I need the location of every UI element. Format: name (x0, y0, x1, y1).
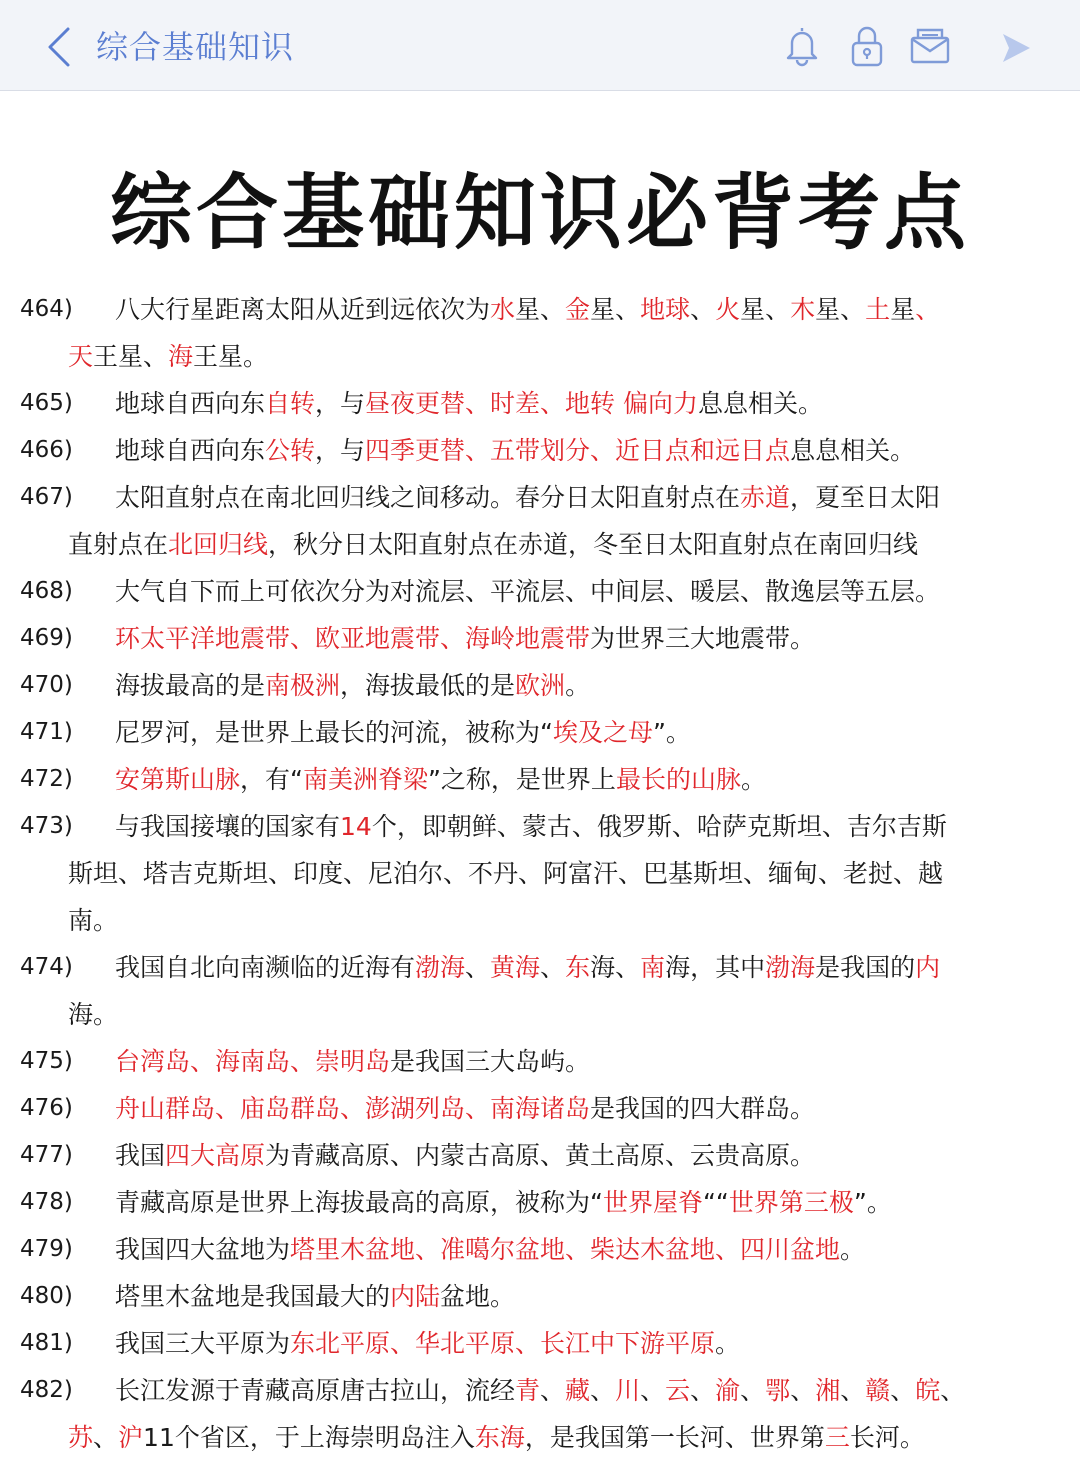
item-text-line (68, 1414, 925, 1461)
item-number: 467) (20, 484, 73, 510)
list-item (0, 662, 1080, 709)
item-number: 481) (20, 1330, 73, 1356)
highlighted-text: 最长的山脉 (615, 765, 741, 794)
item-text: 海、 (590, 953, 641, 982)
back-icon[interactable] (44, 26, 76, 68)
item-text: 星、 (815, 295, 866, 324)
item-text: 息息相关。 (790, 436, 916, 465)
highlighted-text: 湘 (815, 1376, 841, 1405)
highlighted-text: 藏 (565, 1376, 591, 1405)
item-text-line (115, 1273, 515, 1320)
highlighted-text: 青 (515, 1376, 541, 1405)
item-text-line (115, 709, 691, 756)
list-item (0, 709, 1080, 756)
item-text: 星、 (515, 295, 566, 324)
item-text-line (115, 615, 815, 662)
item-number: 468) (20, 578, 73, 604)
highlighted-text: 木 (790, 295, 816, 324)
item-text-line (115, 944, 940, 991)
list-item (0, 803, 1080, 944)
highlighted-text: 水 (490, 295, 516, 324)
item-text: 、 (540, 1376, 566, 1405)
envelope-icon[interactable] (908, 24, 952, 68)
item-text: 尼罗河，是世界上最长的河流，被称为“ (115, 718, 553, 747)
item-text-line (115, 1367, 965, 1414)
item-number: 479) (20, 1236, 73, 1262)
highlighted-text: 黄海 (490, 953, 541, 982)
item-text: 是我国的四大群岛。 (590, 1094, 816, 1123)
item-text-line (115, 1179, 892, 1226)
item-text: 。 (840, 1235, 866, 1264)
item-number: 470) (20, 672, 73, 698)
item-number: 464) (20, 296, 73, 322)
item-text-line (115, 803, 947, 850)
item-text: 海拔最高的是 (115, 671, 266, 700)
item-number: 475) (20, 1048, 73, 1074)
item-text: 长河。 (849, 1423, 925, 1452)
item-text: 大气自下而上可依次分为对流层、平流层、中间层、暖层、散逸层等五层。 (115, 577, 941, 606)
item-text: 我国自北向南濒临的近海有 (115, 953, 416, 982)
item-text: 。 (715, 1329, 741, 1358)
item-text: ，与 (315, 389, 366, 418)
item-text: ，与 (315, 436, 366, 465)
item-number: 469) (20, 625, 73, 651)
list-item (0, 427, 1080, 474)
item-text: 直射点在 (68, 530, 169, 559)
highlighted-text: 安第斯山脉 (115, 765, 241, 794)
highlighted-text: 鄂 (765, 1376, 791, 1405)
item-text: 八大行星距离太阳从近到远依次为 (115, 295, 491, 324)
item-text: 、 (940, 1376, 966, 1405)
top-navigation-bar (0, 0, 1080, 91)
item-text: ，海拔最低的是 (340, 671, 516, 700)
highlighted-text: 沪 (118, 1423, 144, 1452)
list-item (0, 1132, 1080, 1179)
highlighted-text: 自转 (265, 389, 316, 418)
list-item (0, 568, 1080, 615)
list-item (0, 1038, 1080, 1085)
item-text-line (68, 521, 918, 568)
list-item (0, 1179, 1080, 1226)
item-text: 、 (690, 295, 716, 324)
highlighted-text: 北回归线 (168, 530, 269, 559)
item-text: 11个省区，于上海崇明岛注入 (143, 1423, 475, 1452)
item-text-line (115, 568, 940, 615)
highlighted-text: 、 (915, 295, 941, 324)
item-text: 我国 (115, 1141, 166, 1170)
item-text: 海，其中 (665, 953, 766, 982)
list-item (0, 615, 1080, 662)
item-text: 我国三大平原为 (115, 1329, 291, 1358)
item-text: 王星、 (93, 342, 169, 371)
item-text: 。 (740, 765, 766, 794)
item-text-line (115, 1132, 815, 1179)
item-text: 息息相关。 (698, 389, 824, 418)
item-number: 471) (20, 719, 73, 745)
highlighted-text: 海 (168, 342, 194, 371)
item-text-line (115, 1226, 865, 1273)
item-text: ”之称，是世界上 (427, 765, 616, 794)
item-number: 476) (20, 1095, 73, 1121)
item-text: 、 (590, 1376, 616, 1405)
document-title: 综合基础知识必背考点 (109, 166, 970, 261)
bell-icon[interactable] (782, 24, 822, 68)
item-number: 472) (20, 766, 73, 792)
item-text: 、 (93, 1423, 119, 1452)
highlighted-text: 赤道 (740, 483, 791, 512)
item-text-line (115, 1320, 740, 1367)
item-text: 、 (690, 1376, 716, 1405)
highlighted-text: 公转 (265, 436, 316, 465)
item-text-line (115, 474, 940, 521)
list-item (0, 1320, 1080, 1367)
highlighted-text: 内 (915, 953, 941, 982)
highlighted-text: 赣 (865, 1376, 891, 1405)
item-text: 星、 (740, 295, 791, 324)
item-text: ““ (702, 1188, 729, 1217)
item-number: 478) (20, 1189, 73, 1215)
highlighted-text: 四季更替、五带划分、近日点和远日点 (365, 436, 791, 465)
list-item (0, 756, 1080, 803)
item-text: 我国四大盆地为 (115, 1235, 291, 1264)
item-number: 474) (20, 954, 73, 980)
item-text-line (68, 850, 943, 897)
highlighted-text: 东 (565, 953, 591, 982)
highlighted-text: 南极洲 (265, 671, 341, 700)
item-text: 地球自西向东 (115, 436, 266, 465)
highlighted-text: 渝 (715, 1376, 741, 1405)
list-item (0, 1226, 1080, 1273)
highlighted-text: 舟山群岛、庙岛群岛、澎湖列岛、南海诸岛 (115, 1094, 591, 1123)
item-text: 、 (890, 1376, 916, 1405)
highlighted-text: 天 (68, 342, 94, 371)
highlighted-text: 渤海 (415, 953, 466, 982)
item-text: 塔里木盆地是我国最大的 (115, 1282, 391, 1311)
highlighted-text: 苏 (68, 1423, 94, 1452)
item-text: 与我国接壤的国家有 (115, 812, 341, 841)
item-text: ”。 (652, 718, 691, 747)
item-text: 斯坦、塔吉克斯坦、印度、尼泊尔、不丹、阿富汗、巴基斯坦、缅甸、老挝、越 (68, 859, 944, 888)
item-text: 。 (565, 671, 591, 700)
item-text: 、 (640, 1376, 666, 1405)
item-text: 、 (840, 1376, 866, 1405)
item-number: 473) (20, 813, 73, 839)
list-item (0, 474, 1080, 568)
item-text: 是我国的 (815, 953, 916, 982)
item-number: 466) (20, 437, 73, 463)
item-text: ”。 (853, 1188, 892, 1217)
item-text: 为世界三大地震带。 (590, 624, 816, 653)
item-text: 长江发源于青藏高原唐古拉山，流经 (115, 1376, 516, 1405)
highlighted-text: 渤海 (765, 953, 816, 982)
highlighted-text: 四大高原 (165, 1141, 266, 1170)
highlighted-text: 东北平原、华北平原、长江中下游平原 (290, 1329, 716, 1358)
item-text: 海。 (68, 1000, 119, 1029)
item-text: ，是我国第一长河、世界第 (524, 1423, 825, 1452)
item-text-line (115, 380, 823, 427)
highlighted-text: 台湾岛、海南岛、崇明岛 (115, 1047, 391, 1076)
lock-icon[interactable] (847, 24, 887, 68)
item-text-line (68, 333, 268, 380)
list-item (0, 1367, 1080, 1461)
item-text: 太阳直射点在南北回归线之间移动。春分日太阳直射点在 (115, 483, 741, 512)
highlighted-text: 三 (824, 1423, 850, 1452)
item-text: 、 (740, 1376, 766, 1405)
item-number: 477) (20, 1142, 73, 1168)
highlighted-text: 云 (665, 1376, 691, 1405)
item-text: 青藏高原是世界上海拔最高的高原，被称为“ (115, 1188, 603, 1217)
item-text-line (68, 991, 118, 1038)
page-title: 综合基础知识 (96, 28, 295, 66)
item-text-line (115, 427, 915, 474)
highlighted-text: 南 (640, 953, 666, 982)
list-item (0, 944, 1080, 1038)
item-text-line (115, 1038, 590, 1085)
item-text: 地球自西向东 (115, 389, 266, 418)
item-text: 、 (790, 1376, 816, 1405)
item-text: 是我国三大岛屿。 (390, 1047, 591, 1076)
item-text: 南。 (68, 906, 119, 935)
highlighted-text: 皖 (915, 1376, 941, 1405)
highlighted-text: 川 (615, 1376, 641, 1405)
highlighted-text: 金 (565, 295, 591, 324)
item-text: 、 (465, 953, 491, 982)
list-item (0, 380, 1080, 427)
item-text: 星、 (590, 295, 641, 324)
highlighted-text: 内陆 (390, 1282, 441, 1311)
item-text: ，秋分日太阳直射点在赤道，冬至日太阳直射点在南回归线 (268, 530, 919, 559)
highlighted-text: 土 (865, 295, 891, 324)
item-text-line (115, 756, 766, 803)
item-text: 为青藏高原、内蒙古高原、黄土高原、云贵高原。 (265, 1141, 816, 1170)
list-item (0, 1085, 1080, 1132)
highlighted-text: 欧洲 (515, 671, 566, 700)
item-text-line (115, 1085, 815, 1132)
item-text: 个，即朝鲜、蒙古、俄罗斯、哈萨克斯坦、吉尔吉斯 (371, 812, 947, 841)
item-text-line (68, 897, 118, 944)
item-number: 465) (20, 390, 73, 416)
highlighted-text: 地球 (640, 295, 691, 324)
item-number: 480) (20, 1283, 73, 1309)
item-text: 、 (540, 953, 566, 982)
list-item (0, 1273, 1080, 1320)
highlighted-text: 环太平洋地震带、欧亚地震带、海岭地震带 (115, 624, 591, 653)
item-number: 482) (20, 1377, 73, 1403)
highlighted-text: 14 (340, 812, 372, 841)
item-text-line (115, 286, 940, 333)
item-text: 王星。 (193, 342, 269, 371)
list-item (0, 286, 1080, 380)
item-text-line (115, 662, 590, 709)
highlighted-text: 昼夜更替、时差、地转 偏向力 (365, 389, 698, 418)
highlighted-text: 南美洲脊梁 (302, 765, 428, 794)
highlighted-text: 世界屋脊 (602, 1188, 703, 1217)
highlighted-text: 塔里木盆地、准噶尔盆地、柴达木盆地、四川盆地 (290, 1235, 841, 1264)
highlighted-text: 世界第三极 (728, 1188, 854, 1217)
item-text: ，夏至日太阳 (790, 483, 941, 512)
highlighted-text: 埃及之母 (552, 718, 653, 747)
highlighted-text: 火 (715, 295, 741, 324)
item-text: 星 (890, 295, 916, 324)
item-text: 盆地。 (440, 1282, 516, 1311)
send-icon[interactable] (998, 24, 1038, 68)
item-text: ，有“ (240, 765, 303, 794)
highlighted-text: 东海 (474, 1423, 525, 1452)
